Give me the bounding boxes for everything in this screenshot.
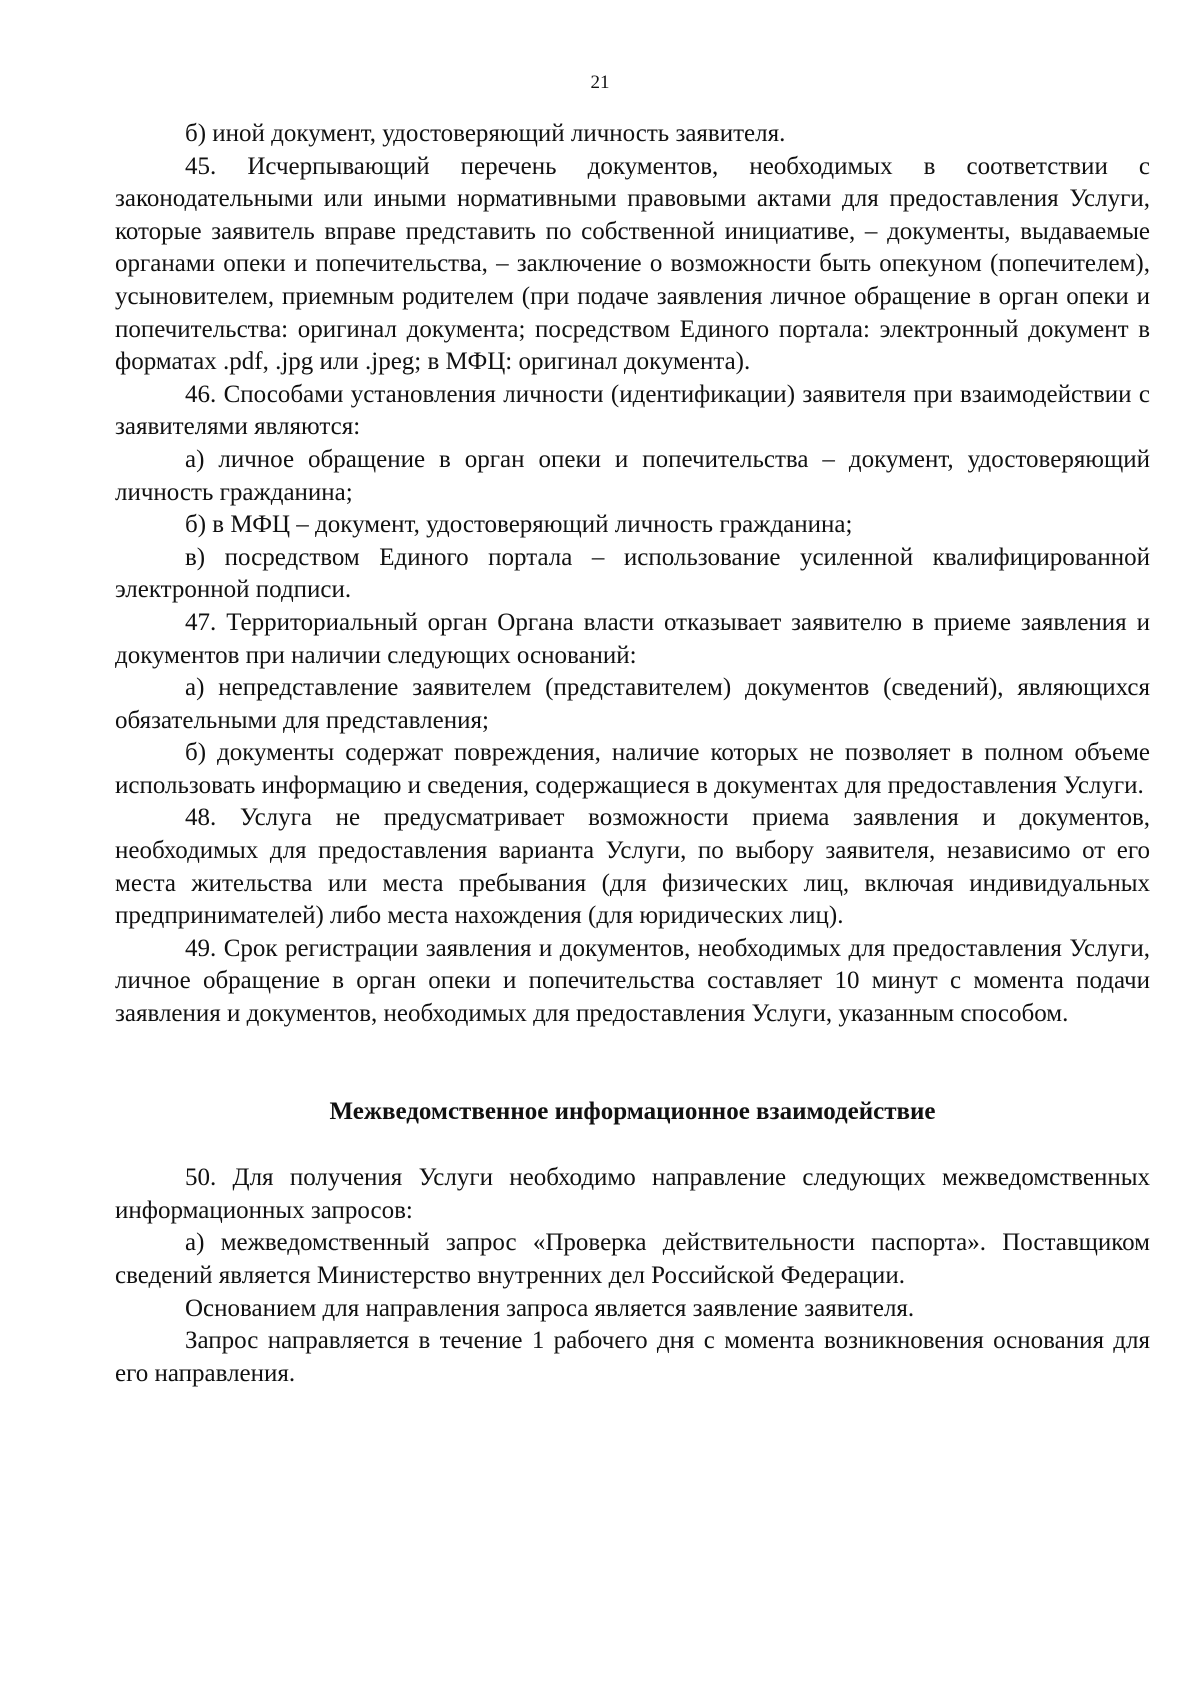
paragraph: Основанием для направления запроса является заявление заявителя. <box>185 1294 915 1322</box>
paragraph: Запрос направляется в течение 1 рабочего дня с момента возникновения основания для его направления. <box>115 1327 1150 1387</box>
paragraph-47: 47. Территориальный орган Органа власти отказывает заявителю в приеме заявления и документов при наличии следующих оснований: <box>115 608 1150 669</box>
paragraph: б) иной документ, удостоверяющий личность заявителя. <box>185 120 786 147</box>
paragraph-50: 50. Для получения Услуги необходимо направление следующих межведомственных информационных запросов: <box>115 1164 1150 1224</box>
paragraph-46a: а) личное обращение в орган опеки и попечительства – документ, удостоверяющий личность гражданина; <box>115 445 1150 506</box>
paragraph-49: 49. Срок регистрации заявления и документов, необходимых для предоставления Услуги, личное обращение в орган опеки и попечительства составляет 10 минут с момента подачи заявления и документов, необходимых для предоставления Услуги, указанным способом. <box>115 934 1150 1028</box>
paragraph-48: 48. Услуга не предусматривает возможности приема заявления и документов, необходимых для предоставления варианта Услуги, по выбору заявителя, независимо от его места жительства или места пребывания (для физических лиц, включая индивидуальных предпринимателей) либо места нахождения (для юридических лиц). <box>115 804 1150 930</box>
paragraph-46v: в) посредством Единого портала – использование усиленной квалифицированной электронной подписи. <box>115 543 1150 604</box>
document-body <box>115 118 1150 1390</box>
paragraph-46: 46. Способами установления личности (идентификации) заявителя при взаимодействии с заявителями являются: <box>115 380 1150 441</box>
paragraph-46b: б) в МФЦ – документ, удостоверяющий личность гражданина; <box>185 511 853 539</box>
paragraph-47b: б) документы содержат повреждения, наличие которых не позволяет в полном объеме использовать информацию и сведения, содержащиеся в документах для предоставления Услуги. <box>115 739 1150 799</box>
paragraph-47a: а) непредставление заявителем (представителем) документов (сведений), являющихся обязательными для представления; <box>115 674 1150 734</box>
paragraph-50a: а) межведомственный запрос «Проверка действительности паспорта». Поставщиком сведений является Министерство внутренних дел Российской Федерации. <box>115 1229 1150 1289</box>
page-number: 21 <box>590 72 610 93</box>
paragraph-45: 45. Исчерпывающий перечень документов, необходимых в соответствии с законодательными или иными нормативными правовыми актами для предоставления Услуги, которые заявитель вправе представить по собственной инициативе, – документы, выдаваемые органами опеки и попечительства, – заключение о возможности быть опекуном (попечителем), усыновителем, приемным родителем (при подаче заявления личное обращение в орган опеки и попечительства: оригинал документа; посредством Единого портала: электронный документ в форматах .pdf, .jpg или .jpeg; в МФЦ: оригинал документа). <box>115 152 1150 376</box>
section-heading: Межведомственное информационное взаимодействие <box>329 1097 936 1125</box>
